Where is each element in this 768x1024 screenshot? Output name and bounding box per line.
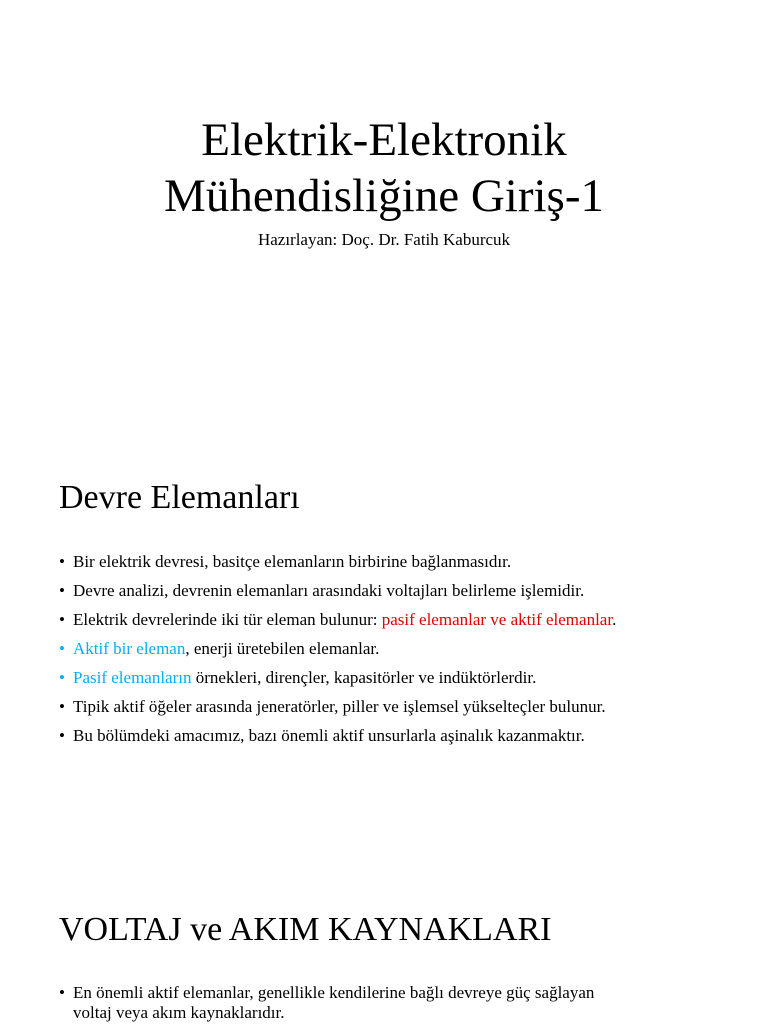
bullet-item [59, 663, 719, 692]
bullet-text: örnekleri, dirençler, kapasitörler ve indüktörlerdir. [191, 668, 537, 687]
highlight-text: pasif elemanlar ve aktif elemanlar [381, 610, 613, 629]
bullet-dot-icon: • [59, 581, 65, 600]
bullet-item [59, 692, 719, 721]
bullet-item [59, 576, 719, 605]
bullet-text: Bir elektrik devresi, basitçe elemanların birbirine bağlanmasıdır. [73, 552, 512, 571]
bullet-dot-icon: • [59, 697, 65, 716]
author-subtitle: Hazırlayan: Doç. Dr. Fatih Kaburcuk [257, 230, 511, 249]
bullet-dot-icon: • [59, 610, 65, 629]
bullet-text: Devre analizi, devrenin elemanları arasındaki voltajları belirleme işlemidir. [73, 581, 585, 600]
title-line-2: Mühendisliğine Giriş-1 [164, 170, 604, 222]
bullet-text-line-2: voltaj veya akım kaynaklarıdır. [73, 1003, 285, 1022]
presentation-title [0, 112, 768, 224]
bullet-item [59, 983, 719, 1023]
title-slide [0, 0, 768, 430]
bullet-dot-icon: • [59, 668, 65, 687]
bullet-dot-icon: • [59, 983, 65, 1002]
bullet-list [59, 983, 719, 1023]
bullet-item [59, 634, 719, 663]
bullet-text-line-1: En önemli aktif elemanlar, genellikle kendilerine bağlı devreye güç sağlayan [73, 983, 595, 1002]
bullet-item [59, 547, 719, 576]
bullet-text: , enerji üretebilen elemanlar. [185, 639, 380, 658]
bullet-text: . [612, 610, 617, 629]
bullet-text: Tipik aktif öğeler arasında jeneratörler, piller ve işlemsel yükselteçler bulunur. [73, 697, 606, 716]
bullet-item [59, 721, 719, 750]
bullet-text: Bu bölümdeki amacımız, bazı önemli aktif unsurlarla aşinalık kazanmaktır. [73, 726, 585, 745]
highlight-text: Aktif bir eleman [73, 639, 186, 658]
bullet-list [59, 547, 719, 750]
slide-heading: VOLTAJ ve AKIM KAYNAKLARI [59, 911, 552, 948]
bullet-text: Elektrik devrelerinde iki tür eleman bulunur: [73, 610, 382, 629]
bullet-item [59, 605, 719, 634]
highlight-text: Pasif elemanların [73, 668, 192, 687]
title-line-1: Elektrik-Elektronik [201, 114, 567, 166]
bullet-dot-icon: • [59, 726, 65, 745]
bullet-dot-icon: • [59, 639, 65, 658]
bullet-dot-icon: • [59, 552, 65, 571]
slide-heading: Devre Elemanları [59, 479, 300, 516]
